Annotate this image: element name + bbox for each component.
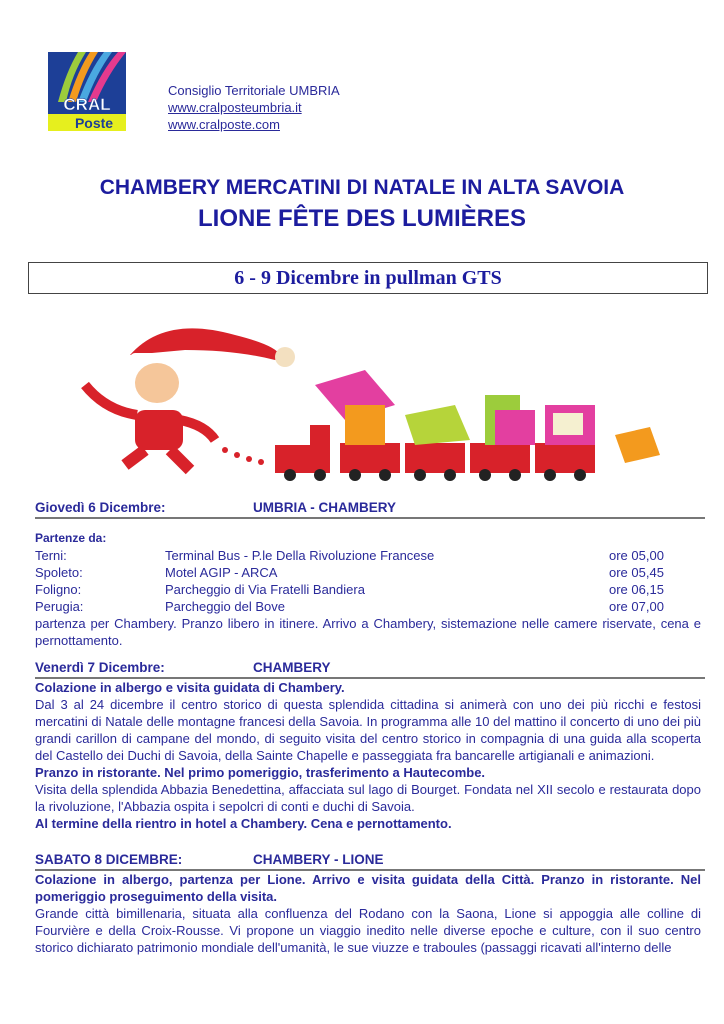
departures-label: Partenze da: [35, 531, 107, 545]
day2-heading [35, 659, 705, 679]
departure-city: Terni: [35, 548, 67, 563]
day3-date: SABATO 8 DICEMBRE: [35, 852, 183, 867]
day2-bold-3: Al termine della rientro in hotel a Chambery. Cena e pernottamento. [35, 816, 452, 831]
departure-row [35, 564, 701, 581]
day3-route: CHAMBERY - LIONE [253, 852, 384, 867]
day1-text: partenza per Chambery. Pranzo libero in itinere. Arrivo a Chambery, sistemazione nelle camere riservate, cena e pernottamento. [35, 616, 701, 648]
cral-poste-logo [48, 52, 126, 131]
departure-place: Terminal Bus - P.le Della Rivoluzione Francese [165, 548, 435, 563]
departure-city: Perugia: [35, 599, 84, 614]
departure-city: Foligno: [35, 582, 82, 597]
departure-row [35, 581, 701, 598]
departures-list [35, 547, 701, 615]
day3-heading [35, 851, 705, 871]
day3-bold-1: Colazione in albergo, partenza per Lione. Arrivo e visita guidata della Città. Pranzo in ristorante. Nel pomeriggio proseguimento della visita. [35, 872, 701, 904]
day3-section [35, 851, 701, 956]
day2-bold-1: Colazione in albergo e visita guidata di Chambery. [35, 680, 345, 695]
day2-text-2: Visita della splendida Abbazia Benedettina, affacciata sul lago di Bourget. Fondata nel XII secolo e restaurata dopo la rivoluzione, l'Abbazia ospita i sepolcri di conti e duchi di Savoia. [35, 782, 701, 814]
departure-row [35, 547, 701, 564]
day1-heading [35, 499, 705, 519]
day2-section [35, 659, 701, 832]
organization-header [168, 82, 340, 133]
departure-place: Motel AGIP - ARCA [165, 565, 278, 580]
link-cralposte[interactable]: www.cralposte.com [168, 117, 280, 132]
departure-city: Spoleto: [35, 565, 83, 580]
day2-bold-2: Pranzo in ristorante. Nel primo pomeriggio, trasferimento a Hautecombe. [35, 765, 486, 780]
departure-place: Parcheggio di Via Fratelli Bandiera [165, 582, 365, 597]
org-name: Consiglio Territoriale UMBRIA [168, 83, 340, 98]
departure-time: ore 05,45 [609, 565, 664, 580]
departure-time: ore 07,00 [609, 599, 664, 614]
departure-time: ore 05,00 [609, 548, 664, 563]
day3-text-1: Grande città bimillenaria, situata alla confluenza del Rodano con la Saona, Lione si appoggia alle colline di Fourvière e della Croix-Rousse. Vi propone un viaggio inedito nelle diverse epoche e culture, con il suo centro storico dichiarato patrimonio mondiale dell'umanità, le sue viuzze e traboules (passaggi ricavati all'interno delle [35, 906, 701, 955]
day1-date: Giovedì 6 Dicembre: [35, 500, 166, 515]
subtitle-box: 6 - 9 Dicembre in pullman GTS [28, 262, 708, 294]
day1-section [35, 499, 701, 649]
link-cralposteumbria[interactable]: www.cralposteumbria.it [168, 100, 302, 115]
day2-route: CHAMBERY [253, 660, 331, 675]
departure-row [35, 598, 701, 615]
departure-time: ore 06,15 [609, 582, 664, 597]
day2-date: Venerdì 7 Dicembre: [35, 660, 165, 675]
svg-text:CRAL: CRAL [63, 95, 111, 114]
day2-text-1: Dal 3 al 24 dicembre il centro storico di questa splendida cittadina si animerà con uno dei più ricchi e festosi mercatini di Natale delle montagne francesi della Savoia. In programma alle 10 del mattino il concerto di uno dei più grandi carillon di campane del mondo, di seguito visita del centro storico in compagnia di una guida alla scoperta del Castello dei Duchi di Savoia, della Sainte Chapelle e passeggiata fra bancarelle artigianali e animazioni. [35, 697, 701, 763]
svg-text:Poste: Poste [74, 115, 114, 131]
day1-route: UMBRIA - CHAMBERY [253, 500, 396, 515]
title-line-1: CHAMBERY MERCATINI DI NATALE IN ALTA SAVOIA [99, 176, 625, 199]
departure-place: Parcheggio del Bove [165, 599, 285, 614]
santa-train-illustration [75, 315, 665, 485]
title-line-2: LIONE FÊTE DES LUMIÈRES [197, 205, 527, 232]
